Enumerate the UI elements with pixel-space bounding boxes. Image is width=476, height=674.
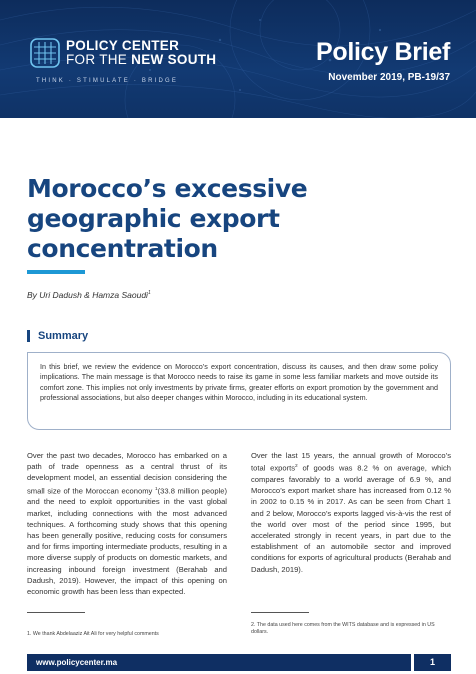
brief-date-reference: November 2019, PB-19/37	[328, 72, 450, 83]
summary-box	[27, 352, 451, 430]
authors-footnote-marker: 1	[147, 290, 151, 297]
body-column-left	[27, 450, 227, 597]
authors-text: By Uri Dadush & Hamza Saoudi	[27, 290, 148, 300]
summary-heading-bar	[27, 330, 30, 342]
footnote-marker-1: 1	[154, 486, 158, 492]
title-accent-rule	[27, 270, 85, 274]
logo-line-2-bold: NEW SOUTH	[131, 52, 217, 67]
logo-line-2-prefix: FOR THE	[66, 52, 132, 67]
body-left-part-a: Over the past two decades, Morocco has embarked on a path of trade openness as a central thrust of its development model, an essential decision considering the small size of the Moroccan economy	[27, 451, 227, 496]
globe-grid-logo-icon	[30, 38, 60, 68]
summary-heading	[27, 330, 88, 342]
brief-type-heading: Policy Brief	[316, 38, 450, 66]
footnote-marker-2: 2	[295, 464, 298, 470]
logo-tagline: THINK · STIMULATE · BRIDGE	[36, 78, 179, 84]
body-column-right	[251, 450, 451, 575]
body-paragraph-left	[27, 450, 227, 597]
logo-line-1: POLICY CENTER	[66, 38, 180, 53]
header-banner	[0, 0, 476, 118]
body-paragraph-right	[251, 450, 451, 575]
footnote-rule-left	[27, 612, 85, 613]
page-number: 1	[414, 654, 451, 671]
footnote-2: 2. The data used here comes from the WITS database and is expressed in US dollars.	[251, 622, 435, 636]
logo-wordmark	[66, 39, 216, 67]
body-right-part-a: Over the last 15 years, the annual growth of Morocco’s total exports	[251, 451, 451, 473]
body-left-part-b: (33.8 million people) and the need to exploit opportunities in the vast global market, including connections with the most advanced techniques. A forthcoming study shows that this opening has been generally positive, reducing costs for consumers and for firms importing intermediate products, resulting in a more diverse supply of products on domestic markets, and increasing inbound foreign investment (Berahab and Dadush, 2019). However, the impact of this opening on economic growth has been less than expected.	[27, 486, 227, 596]
footnote-rule-right	[251, 612, 309, 613]
policy-center-logo[interactable]	[30, 38, 216, 68]
logo-line-2	[66, 53, 216, 67]
summary-text: In this brief, we review the evidence on Morocco’s export concentration, discuss its causes, and then draw some policy implications. The main message is that Morocco needs to raise its game in some less familiar markets and move outside its comfort zone. This implies not only investments by private firms, greater efforts on export promotion by the government and professional associations, but also deeper changes within Morocco, including in its educational system.	[40, 362, 438, 403]
footnote-1: 1. We thank Abdelaaziz Ait Ali for very helpful comments	[27, 631, 159, 637]
document-title: Morocco’s excessive geographic export concentration	[27, 174, 308, 263]
footer-website-link[interactable]: www.policycenter.ma	[27, 654, 411, 671]
authors-line	[27, 290, 151, 300]
summary-label: Summary	[38, 330, 89, 342]
body-right-part-b: of goods was 8.2 % on average, which compares favorably to a world average of 6.9 %, and Morocco’s export market share has increased from 0.12 % in 2002 to 0.15 % in 2017. As can be seen from Chart 1 and 2 below, Morocco’s exports lagged vis-à-vis the rest of the world over most of the period since 1995, but accelerated strongly in recent years, in part due to the establishment of an automobile sector and improved conditions for exports of agricultural products (Berahab and Dadush, 2019).	[251, 463, 451, 574]
